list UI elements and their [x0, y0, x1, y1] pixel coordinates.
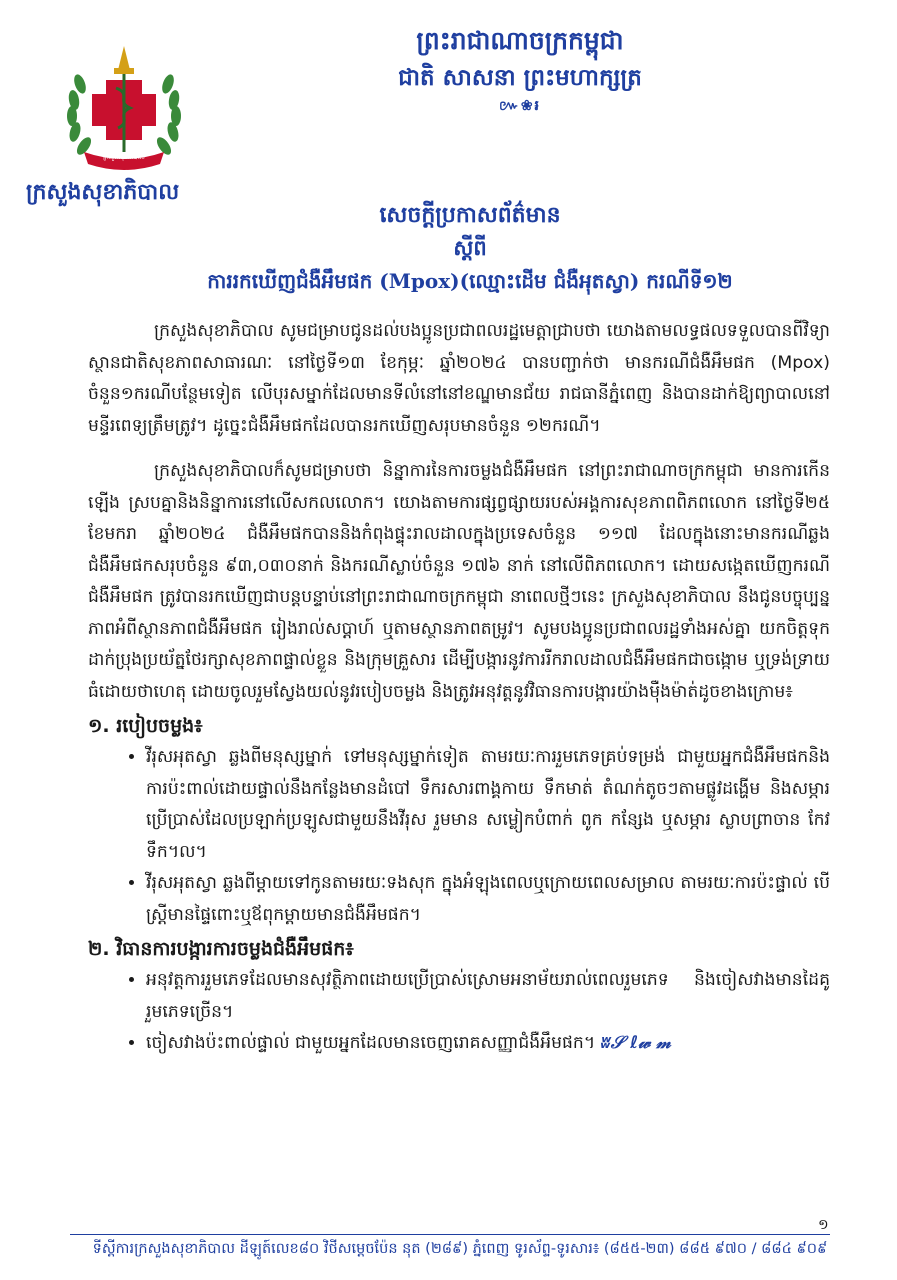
kingdom-header — [250, 22, 790, 117]
document-title — [120, 198, 820, 298]
page-number: ១ — [818, 1217, 829, 1233]
ornament-divider: ៚❀៛ — [499, 98, 541, 114]
list-item: • វីរុសអុតស្វា ឆ្លងពីមនុស្សម្នាក់ ទៅមនុស្សម្នាក់ទៀត តាមរយៈការរួមភេទគ្រប់ទម្រង់ ជាមួយអ្នកជំងឺអឹមផកនិងការប៉ះពាល់ដោយផ្ទាល់នឹងកន្លែងមានដំបៅ ទឹករសារពាង្គកាយ ទឹកមាត់ តំណក់តូចៗតាមផ្លូវដង្ហើម និងសម្ភារប្រើប្រាស់ដែលប្រឡាក់ប្រឡូសជាមួយនឹងវីរុស រួមមាន សម្លៀកបំពាក់ ពូក កន្សែង ឬសម្ភារ ស្លាបព្រាចាន កែវទឹក។ល។ — [146, 742, 830, 868]
title-line-1: សេចក្តីប្រកាសព័ត៌មាន — [379, 202, 561, 228]
section-2-heading: ២. វិធានការបង្ការការចម្លងជំងឺអឹមផក៖ — [88, 938, 354, 960]
list-item — [146, 1028, 830, 1060]
initials-signature: ʬ𝒮 ℓ𝓌 𝓂 — [600, 1033, 671, 1053]
kingdom-line-2: ជាតិ សាសនា ព្រះមហាក្សត្រ — [398, 64, 642, 91]
document-body — [88, 316, 830, 1060]
paragraph-1: ក្រសួងសុខាភិបាល សូមជម្រាបជូនដល់បងប្អូនប្រជាពលរដ្ឋមេត្តាជ្រាបថា យោងតាមលទ្ធផលទទួលបានពីវិទ្យាស្ថានជាតិសុខភាពសាធារណៈ នៅថ្ងៃទី១៣ ខែកុម្ភៈ ឆ្នាំ២០២៤ បានបញ្ជាក់ថា មានករណីជំងឺអឹមផក (Mpox) ចំនួន១ករណីបន្ថែមទៀត លើបុរសម្នាក់ដែលមានទីលំនៅនៅខណ្ឌមានជ័យ រាជធានីភ្នំពេញ និងបានដាក់ឱ្យព្យាបាលនៅមន្ទីរពេទ្យត្រឹមត្រូវ។ ដូច្នេះជំងឺអឹមផកដែលបានរកឃើញសរុបមានចំនួន ១២ករណី។ — [88, 321, 830, 436]
ministry-name: ក្រសួងសុខាភិបាល — [26, 179, 180, 205]
list-item: • អនុវត្តការរួមភេទដែលមានសុវត្ថិភាពដោយប្រើប្រាស់ស្រោមអនាម័យរាល់ពេលរួមភេទ និងចៀសវាងមានដៃគូរួមភេទច្រើន។ — [146, 965, 830, 1028]
title-line-2: ស្តីពី — [453, 235, 487, 260]
section-1-list — [88, 742, 830, 931]
title-line-3: ការរកឃើញជំងឺអឹមផក (Mpox)(ឈ្មោះដើម ជំងឺអុតស្វា) ករណីទី១២ — [207, 269, 733, 293]
list-item: • វីរុសអុតស្វា ឆ្លងពីម្តាយទៅកូនតាមរយៈទងសុក ក្នុងអំឡុងពេលឬក្រោយពេលសម្រាល តាមរយៈការប៉ះផ្ទាល់ បើស្ត្រីមានផ្ទៃពោះឬឪពុកម្តាយមានជំងឺអឹមផក។ — [146, 868, 830, 931]
list-item-text: ចៀសវាងប៉ះពាល់ផ្ទាល់ ជាមួយអ្នកដែលមានចេញរោគសញ្ញាជំងឺអឹមផក។ — [146, 1033, 596, 1053]
section-2-list — [88, 965, 830, 1060]
footer-divider — [70, 1234, 830, 1235]
section-1-heading: ១. របៀបចម្លង៖ — [88, 715, 203, 737]
logo-banner-text: ក្រសួងសុខាភិបាល — [103, 154, 145, 161]
footer-address: ទីស្តីការក្រសួងសុខាភិបាល ដីឡូត៍លេខ៨០ វិថីសម្តេចប៉ែន នុត (២៨៩) ភ្នំពេញ ទូរស័ព្ទ-ទូរសារ៖ (៨៥៥-២៣) ៨៨៥ ៩៧០ / ៨៨៤ ៩០៩ — [92, 1241, 828, 1257]
kingdom-line-1: ព្រះរាជាណាចក្រកម្ពុជា — [416, 26, 624, 55]
paragraph-2: ក្រសួងសុខាភិបាលក៏សូមជម្រាបថា និន្នាការនៃការចម្លងជំងឺអឹមផក នៅព្រះរាជាណាចក្រកម្ពុជា មានការកើនឡើង ស្របគ្នានិងនិន្នាការនៅលើសកលលោក។ យោងតាមការផ្សព្វផ្សាយរបស់អង្គការសុខភាពពិភពលោក នៅថ្ងៃទី២៥ ខែមករា ឆ្នាំ២០២៤ ជំងឺអឹមផកបាននិងកំពុងផ្ទុះរាលដាលក្នុងប្រទេសចំនួន ១១៧ ដែលក្នុងនោះមានករណីឆ្លងជំងឺអឹមផកសរុបចំនួន ៩៣,០៣០នាក់ និងករណីស្លាប់ចំនួន ១៧៦ នាក់ នៅលើពិភពលោក។ ដោយសង្កេតឃើញករណីជំងឺអឹមផក ត្រូវបានរកឃើញជាបន្តបន្ទាប់នៅព្រះរាជាណាចក្រកម្ពុជា នាពេលថ្មីៗនេះ ក្រសួងសុខាភិបាល នឹងជូនបច្ចុប្បន្នភាពអំពីស្ថានភាពជំងឺអឹមផក រៀងរាល់សប្តាហ៍ ឬតាមស្ថានភាពតម្រូវ។ សូមបងប្អូនប្រជាពលរដ្ឋទាំងអស់គ្នា យកចិត្តទុកដាក់ប្រុងប្រយ័ត្នថែរក្សាសុខភាពផ្ទាល់ខ្លួន និងក្រុមគ្រួសារ ដើម្បីបង្ការនូវការរីករាលដាលជំងឺអឹមផកជាចង្កោម ឬទ្រង់ទ្រាយធំដោយថាហេតុ ដោយចូលរួមស្វែងយល់នូវរបៀបចម្លង និងត្រូវអនុវត្តនូវវិធានការបង្ការយ៉ាងម៉ឺងម៉ាត់ដូចខាងក្រោម៖ — [88, 461, 830, 702]
ministry-logo — [58, 40, 190, 180]
